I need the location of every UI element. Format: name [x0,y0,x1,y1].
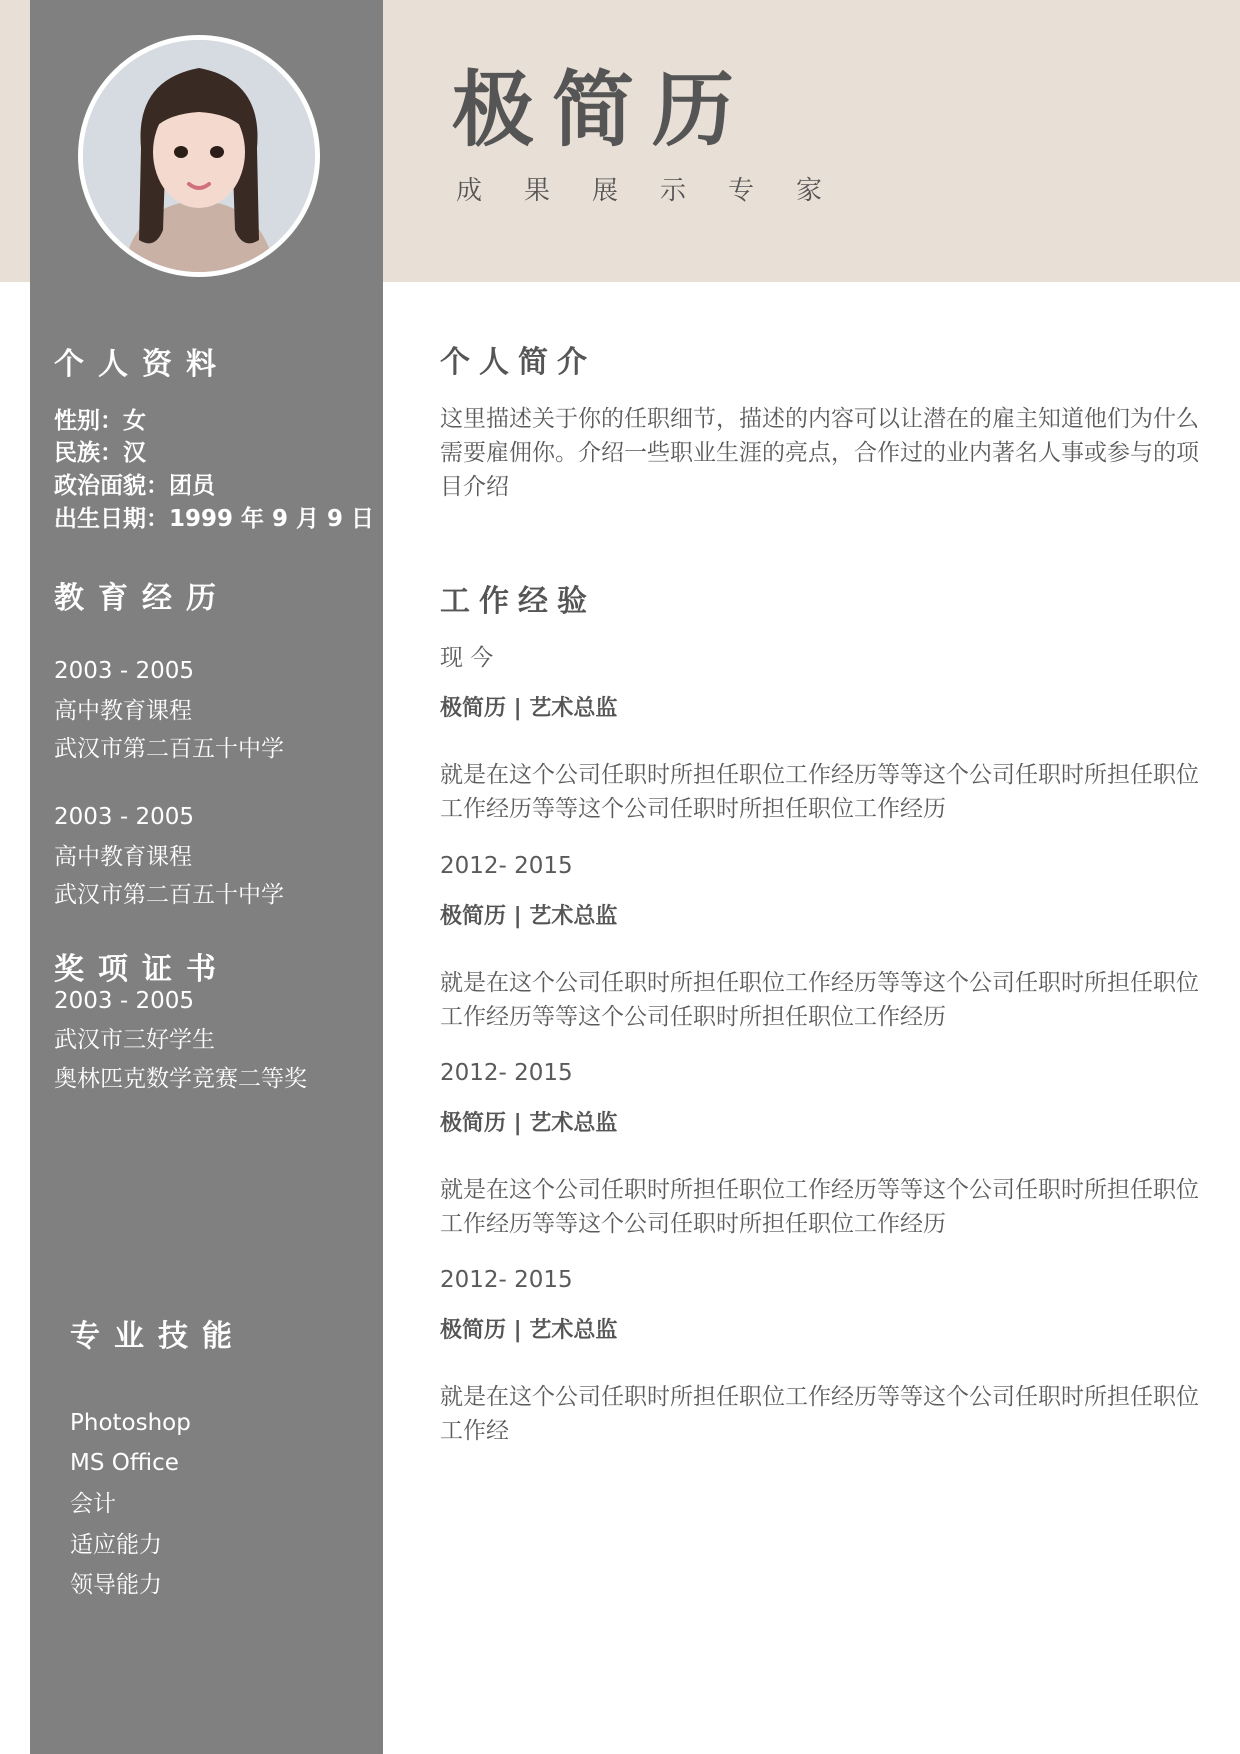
summary-heading: 个人简介 [440,345,596,380]
political-status-field: 政治面貌：团员 [54,473,215,499]
job-title: 极简历 | 艺术总监 [440,904,618,929]
skill-item: Photoshop [70,1410,191,1436]
education-heading: 教育经历 [54,581,230,616]
resume-subtitle: 成果展示专家 [456,176,865,206]
skills-heading: 专业技能 [70,1319,246,1354]
skill-item: 领导能力 [70,1572,162,1598]
award-item: 奥林匹克数学竞赛二等奖 [54,1066,307,1092]
ethnicity-field: 民族：汉 [54,440,146,466]
job-description: 就是在这个公司任职时所担任职位工作经历等等这个公司任职时所担任职位工作经 [440,1384,1199,1444]
job-period: 2012- 2015 [440,853,573,879]
job-title: 极简历 | 艺术总监 [440,1318,618,1343]
job-period: 现 今 [440,645,494,671]
education-course: 高中教育课程 [54,844,192,870]
experience-heading: 工作经验 [440,584,596,619]
birthdate-field: 出生日期：1999 年 9 月 9 日 [54,506,375,532]
job-title: 极简历 | 艺术总监 [440,696,618,721]
job-description: 就是在这个公司任职时所担任职位工作经历等等这个公司任职时所担任职位工作经历等等这个公司任职时所担任职位工作经历 [440,1177,1199,1237]
education-years: 2003 - 2005 [54,658,194,684]
skill-item: MS Office [70,1450,179,1476]
award-item: 武汉市三好学生 [54,1027,215,1053]
summary-text: 这里描述关于你的任职细节，描述的内容可以让潜在的雇主知道他们为什么需要雇佣你。介绍一些职业生涯的亮点，合作过的业内著名人事或参与的项目介绍 [440,406,1199,500]
awards-years: 2003 - 2005 [54,988,194,1014]
portrait-image [83,40,315,272]
education-school: 武汉市第二百五十中学 [54,736,284,762]
gender-field: 性别：女 [54,408,146,434]
skill-item: 适应能力 [70,1532,162,1558]
education-course: 高中教育课程 [54,698,192,724]
resume-title: 极简历 [452,63,753,158]
education-school: 武汉市第二百五十中学 [54,882,284,908]
skill-item: 会计 [70,1491,116,1517]
job-description: 就是在这个公司任职时所担任职位工作经历等等这个公司任职时所担任职位工作经历等等这个公司任职时所担任职位工作经历 [440,762,1199,822]
profile-photo [78,35,320,277]
job-title: 极简历 | 艺术总监 [440,1111,618,1136]
job-period: 2012- 2015 [440,1267,573,1293]
awards-heading: 奖项证书 [54,952,230,987]
profile-heading: 个人资料 [54,347,230,382]
education-years: 2003 - 2005 [54,804,194,830]
job-description: 就是在这个公司任职时所担任职位工作经历等等这个公司任职时所担任职位工作经历等等这个公司任职时所担任职位工作经历 [440,970,1199,1030]
job-period: 2012- 2015 [440,1060,573,1086]
